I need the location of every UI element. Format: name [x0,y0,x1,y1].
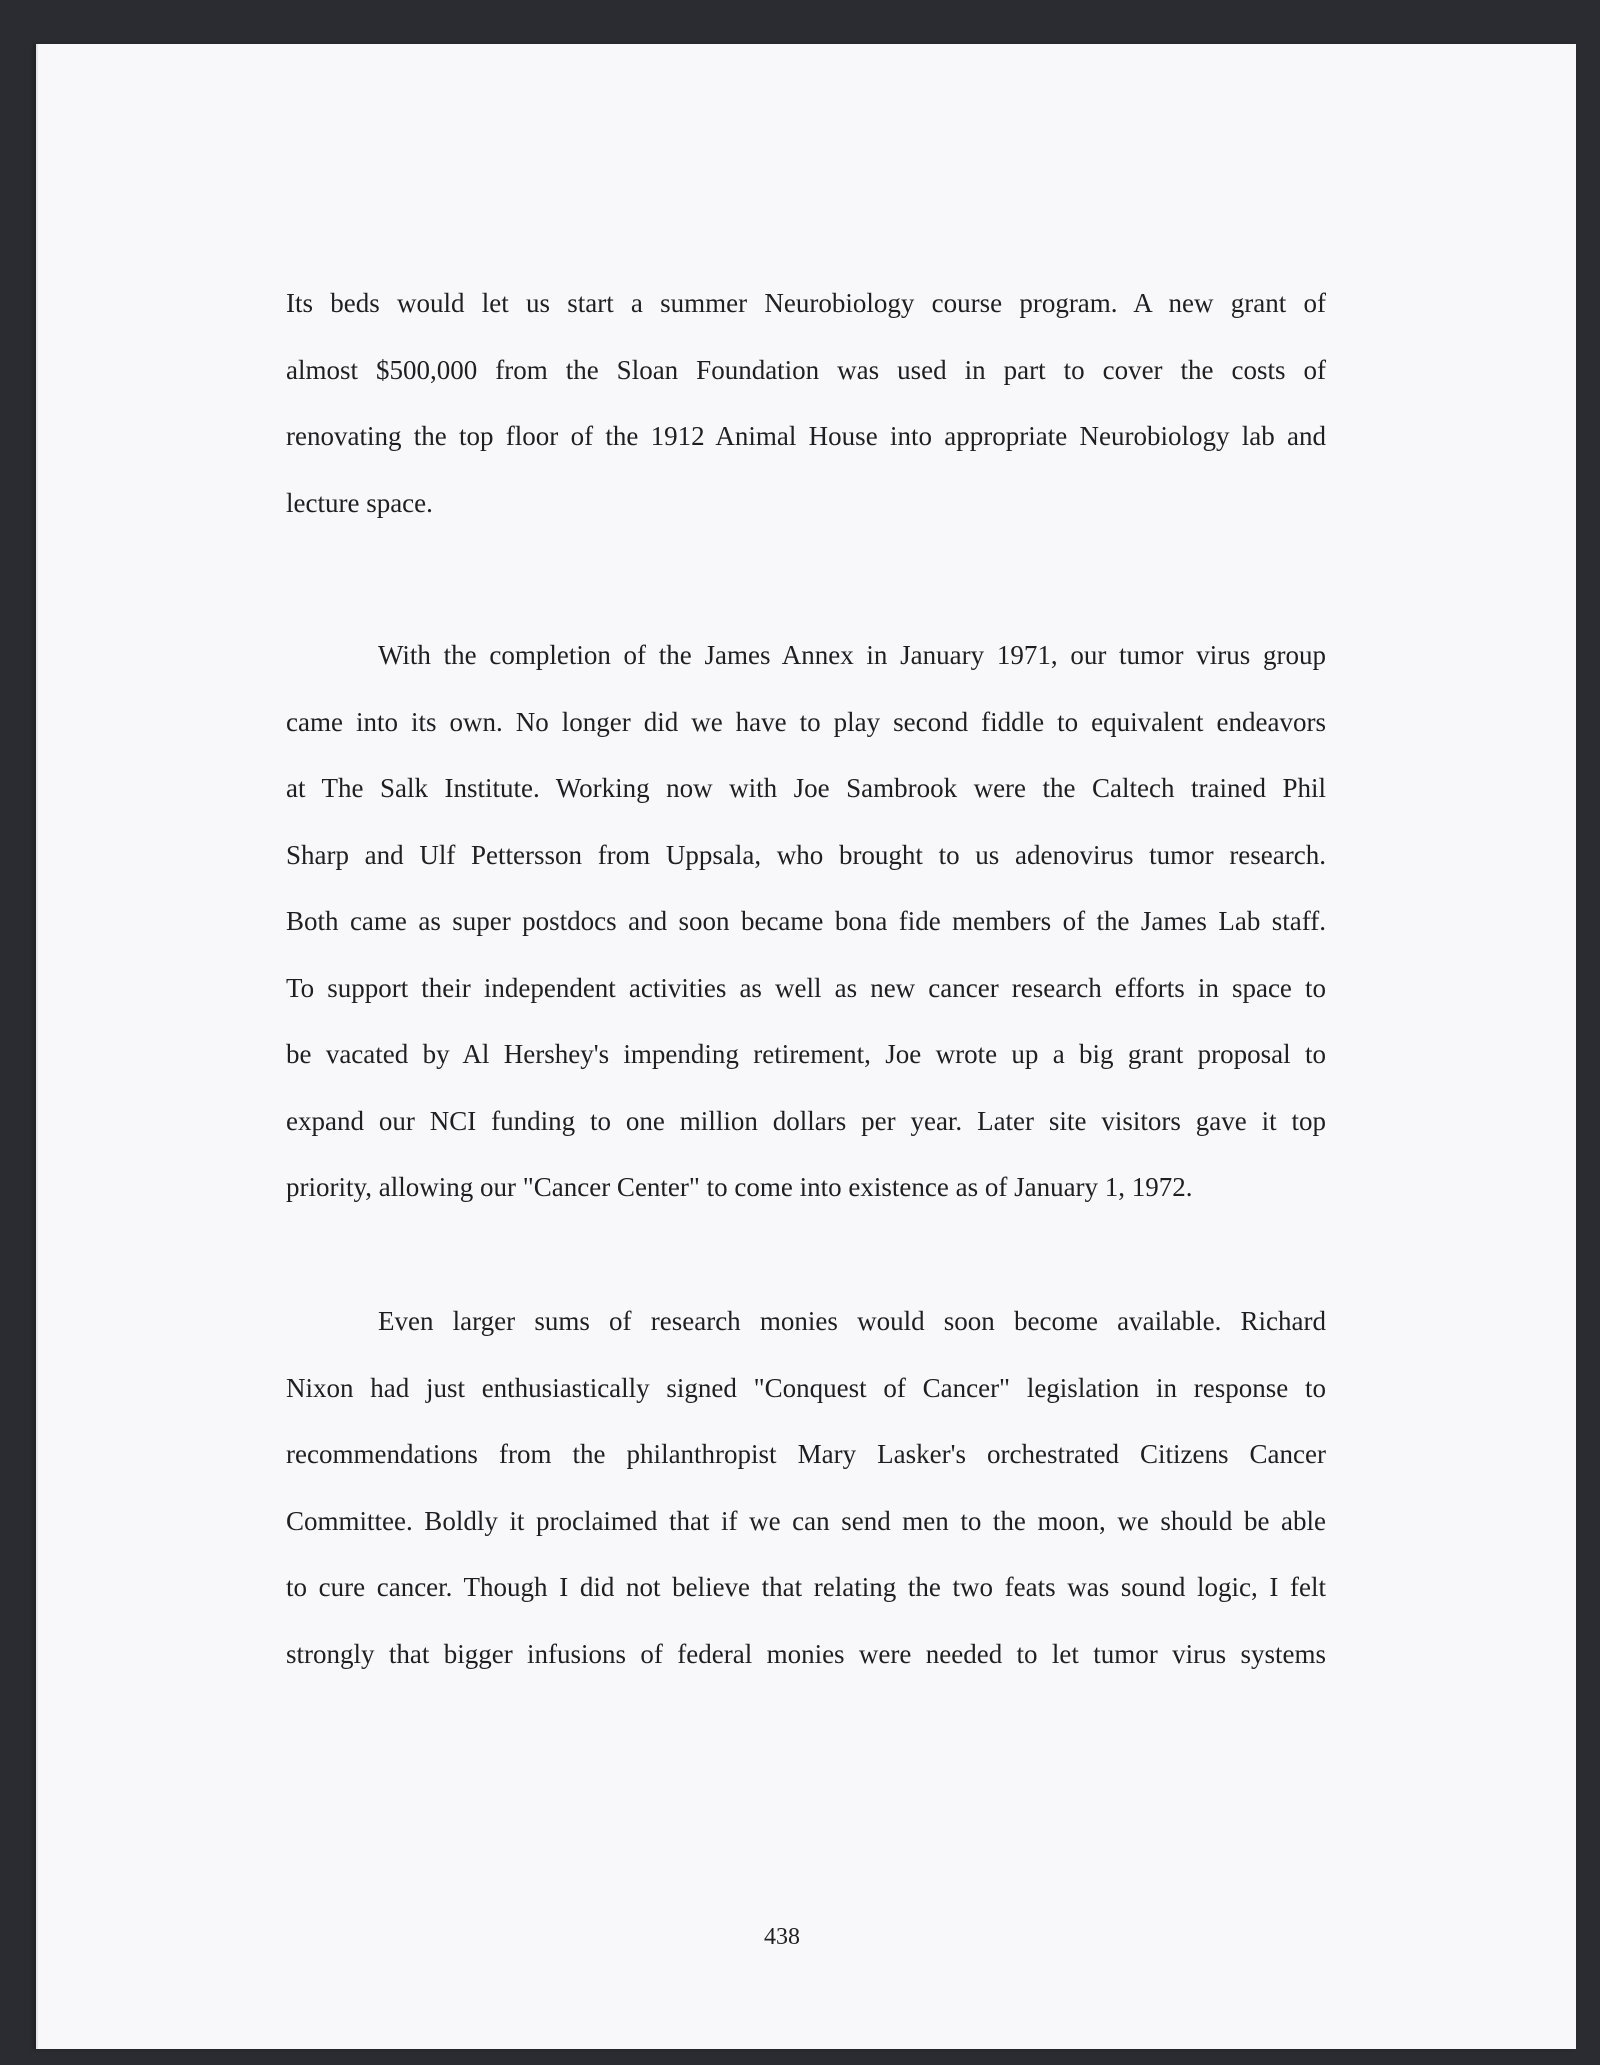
text-line: strongly that bigger infusions of federal monies were needed to let tumor virus systems [286,1638,1326,1669]
document-page [36,44,1576,2049]
paragraph-1 [286,270,1326,536]
text-line: Committee. Boldly it proclaimed that if we can send men to the moon, we should be able [286,1505,1326,1536]
page-number: 438 [764,1924,800,1950]
text-line: priority, allowing our "Cancer Center" to come into existence as of January 1, 1972. [286,1172,1193,1202]
text-line: expand our NCI funding to one million dollars per year. Later site visitors gave it top [286,1105,1326,1136]
text-line: Both came as super postdocs and soon became bona fide members of the James Lab staff. [286,906,1326,936]
text-line: came into its own. No longer did we have to play second fiddle to equivalent endeavors [286,706,1326,737]
text-line: With the completion of the James Annex in January 1971, our tumor virus group [378,640,1326,670]
text-line: Nixon had just enthusiastically signed "Conquest of Cancer" legislation in response to [286,1372,1326,1403]
text-line: Even larger sums of research monies would soon become available. Richard [378,1306,1326,1336]
text-line: at The Salk Institute. Working now with Joe Sambrook were the Caltech trained Phil [286,773,1326,803]
text-line: recommendations from the philanthropist Mary Lasker's orchestrated Citizens Cancer [286,1439,1326,1469]
text-line: to cure cancer. Though I did not believe that relating the two feats was sound logic, I felt [286,1572,1326,1602]
text-line: renovating the top floor of the 1912 Animal House into appropriate Neurobiology lab and [286,421,1326,451]
text-line: To support their independent activities as well as new cancer research efforts in space to [286,972,1326,1003]
paragraph-3 [286,1288,1326,1687]
text-line: lecture space. [286,487,433,518]
paragraph-2 [286,622,1326,1221]
text-line: be vacated by Al Hershey's impending retirement, Joe wrote up a big grant proposal to [286,1039,1326,1069]
text-line: Its beds would let us start a summer Neurobiology course program. A new grant of [286,288,1326,318]
text-line: Sharp and Ulf Pettersson from Uppsala, who brought to us adenovirus tumor research. [286,839,1326,870]
text-line: almost $500,000 from the Sloan Foundation was used in part to cover the costs of [286,354,1326,385]
